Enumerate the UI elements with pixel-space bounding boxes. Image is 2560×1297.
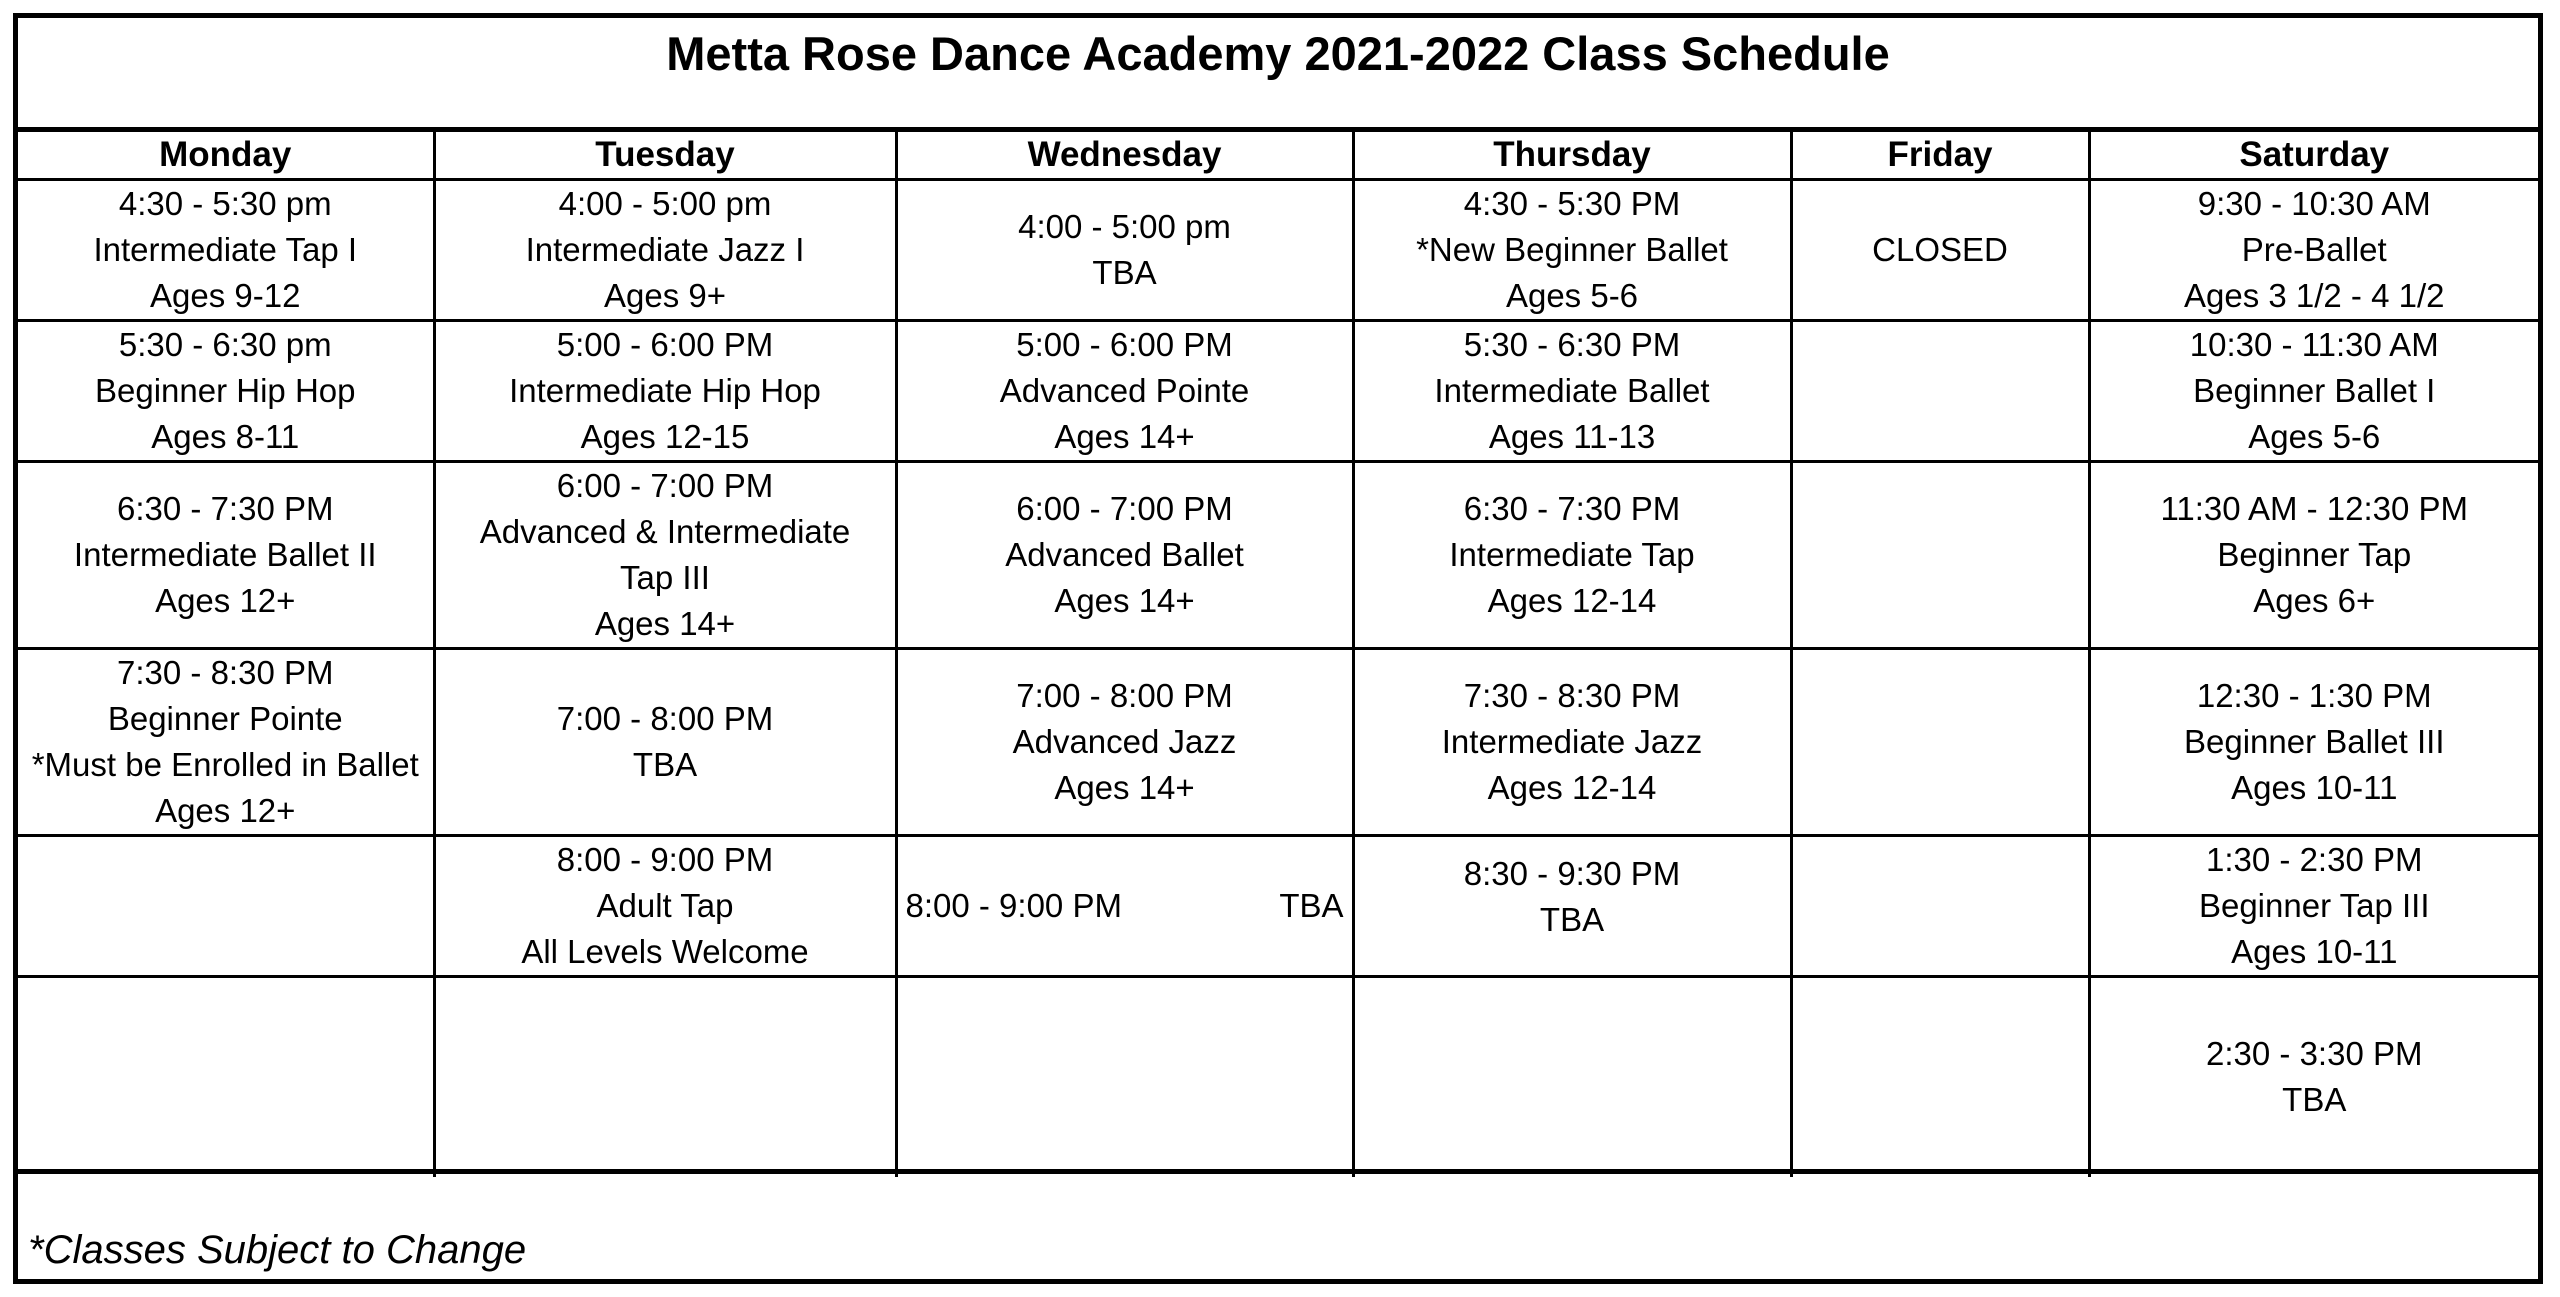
class-cell (896, 649, 1353, 836)
class-cell (1353, 462, 1791, 649)
class-name: TBA (632, 746, 698, 783)
class-time: 7:30 - 8:30 PM (117, 654, 334, 691)
class-cell-empty (18, 977, 434, 1177)
class-name: Intermediate Jazz I (525, 231, 805, 268)
class-time: 4:00 - 5:00 pm (558, 185, 772, 222)
class-name: Intermediate Ballet II (73, 536, 377, 573)
class-cell (1353, 836, 1791, 977)
class-cell-empty (18, 836, 434, 977)
class-time: 11:30 AM - 12:30 PM (2160, 490, 2469, 527)
class-name: Advanced Pointe (999, 372, 1250, 409)
class-time: 6:30 - 7:30 PM (1463, 490, 1681, 527)
class-ages: Ages 11-13 (1488, 418, 1656, 455)
class-cell (18, 462, 434, 649)
class-cell-empty (1353, 977, 1791, 1177)
class-cell (434, 321, 896, 462)
class-name: Advanced Ballet (1005, 536, 1244, 573)
class-cell (2089, 836, 2538, 977)
class-cell (1353, 321, 1791, 462)
class-cell (1353, 180, 1791, 321)
class-time: 9:30 - 10:30 AM (2197, 185, 2431, 222)
class-name: Beginner Ballet III (2184, 723, 2445, 760)
class-cell (2089, 649, 2538, 836)
class-cell-empty (434, 977, 896, 1177)
class-ages: Ages 8-11 (151, 418, 300, 455)
class-time: 7:00 - 8:00 PM (556, 700, 774, 737)
class-ages: Ages 10-11 (2231, 769, 2398, 806)
class-cell-empty (1791, 836, 2089, 977)
class-name: TBA (2282, 1081, 2347, 1119)
schedule-row (18, 977, 2538, 1177)
schedule-row (18, 836, 2538, 977)
class-cell (2089, 180, 2538, 321)
class-cell (2089, 321, 2538, 462)
class-cell (434, 180, 896, 321)
class-name: TBA (1539, 901, 1605, 938)
class-cell-empty (1791, 977, 2089, 1177)
class-cell (18, 649, 434, 836)
class-ages: Ages 12+ (155, 582, 296, 619)
class-name: Intermediate Tap I (93, 231, 358, 268)
class-ages: Ages 6+ (2253, 582, 2376, 619)
class-ages: Ages 9+ (603, 277, 726, 314)
class-time: 12:30 - 1:30 PM (2196, 677, 2432, 714)
class-ages: All Levels Welcome (521, 933, 809, 970)
class-name: Advanced & Intermediate (479, 513, 851, 550)
class-cell (896, 462, 1353, 649)
class-ages: Ages 12-14 (1487, 769, 1657, 806)
day-header-saturday: Saturday (2089, 132, 2538, 180)
day-header-friday: Friday (1791, 132, 2089, 180)
class-cell (896, 180, 1353, 321)
day-header-thursday: Thursday (1353, 132, 1791, 180)
class-time: 8:30 - 9:30 PM (1463, 855, 1681, 892)
class-time: 5:00 - 6:00 PM (1016, 326, 1233, 363)
class-ages: Ages 10-11 (2231, 933, 2398, 970)
schedule-row (18, 180, 2538, 321)
class-cell (896, 836, 1353, 977)
closed-label: CLOSED (1872, 231, 2008, 268)
class-name: Intermediate Ballet (1434, 372, 1710, 409)
class-cell-empty (896, 977, 1353, 1177)
class-name: Adult Tap (596, 887, 734, 924)
class-time: 5:30 - 6:30 PM (1463, 326, 1681, 363)
class-ages: Ages 5-6 (1505, 277, 1639, 314)
class-time: 2:30 - 3:30 PM (2206, 1035, 2423, 1073)
class-cell-empty (1791, 649, 2089, 836)
class-ages: Ages 14+ (1054, 582, 1195, 619)
class-time: 6:00 - 7:00 PM (556, 467, 774, 504)
class-name: Intermediate Jazz (1441, 723, 1703, 760)
schedule-row (18, 462, 2538, 649)
class-name: TBA (1279, 887, 1344, 924)
class-time: 4:30 - 5:30 pm (118, 185, 332, 222)
class-time: 6:00 - 7:00 PM (1016, 490, 1233, 527)
class-cell-empty (1791, 321, 2089, 462)
schedule-title: Metta Rose Dance Academy 2021-2022 Class Schedule (666, 27, 1890, 80)
class-time: 7:30 - 8:30 PM (1463, 677, 1681, 714)
class-cell (896, 321, 1353, 462)
class-ages: Ages 12-14 (1487, 582, 1657, 619)
class-name: Beginner Tap (2217, 536, 2412, 573)
class-cell (434, 649, 896, 836)
class-time: 5:00 - 6:00 PM (556, 326, 774, 363)
class-time: 4:30 - 5:30 PM (1463, 185, 1681, 222)
day-header-monday: Monday (18, 132, 434, 180)
schedule-title-row (18, 18, 2538, 132)
class-cell (434, 836, 896, 977)
schedule-row (18, 649, 2538, 836)
class-name: TBA (1092, 254, 1157, 291)
class-cell (18, 321, 434, 462)
class-ages: Ages 9-12 (150, 277, 301, 314)
class-ages: Ages 12+ (155, 792, 296, 829)
class-time: 8:00 - 9:00 PM (905, 887, 1122, 924)
schedule-frame (13, 13, 2543, 1284)
class-ages: Ages 5-6 (2248, 418, 2381, 455)
class-name: Advanced Jazz (1012, 723, 1237, 760)
schedule-table (18, 132, 2538, 1177)
day-header-tuesday: Tuesday (434, 132, 896, 180)
class-cell (434, 462, 896, 649)
class-time: 4:00 - 5:00 pm (1018, 208, 1231, 245)
class-ages: Ages 3 1/2 - 4 1/2 (2183, 277, 2445, 314)
footer-row (18, 1169, 2538, 1279)
footer-note: *Classes Subject to Change (28, 1228, 527, 1272)
class-name: Pre-Ballet (2241, 231, 2387, 268)
schedule-row (18, 321, 2538, 462)
class-name: Beginner Tap III (2198, 887, 2430, 924)
class-name: Beginner Hip Hop (95, 372, 356, 409)
class-cell (2089, 462, 2538, 649)
class-time: 8:00 - 9:00 PM (556, 841, 774, 878)
class-cell-closed (1791, 180, 2089, 321)
class-name: Intermediate Tap (1449, 536, 1695, 573)
class-cell (1353, 649, 1791, 836)
class-cell (18, 180, 434, 321)
class-time: 7:00 - 8:00 PM (1016, 677, 1233, 714)
class-time: 5:30 - 6:30 pm (118, 326, 332, 363)
class-ages: Ages 12-15 (580, 418, 750, 455)
class-time: 6:30 - 7:30 PM (117, 490, 334, 527)
class-cell-empty (1791, 462, 2089, 649)
class-name: Beginner Ballet I (2193, 372, 2436, 409)
class-ages: Ages 14+ (1054, 418, 1195, 455)
class-ages: Ages 14+ (1054, 769, 1195, 806)
day-header-wednesday: Wednesday (896, 132, 1353, 180)
class-time: 1:30 - 2:30 PM (2206, 841, 2423, 878)
class-ages: Ages 14+ (594, 605, 736, 642)
class-time: 10:30 - 11:30 AM (2189, 326, 2439, 363)
class-name-extra: Tap III (620, 559, 710, 596)
class-note: *Must be Enrolled in Ballet (31, 746, 419, 783)
class-name: Beginner Pointe (107, 700, 343, 737)
class-cell (2089, 977, 2538, 1177)
class-name: *New Beginner Ballet (1416, 231, 1728, 268)
class-name: Intermediate Hip Hop (509, 372, 821, 409)
day-header-row (18, 132, 2538, 180)
